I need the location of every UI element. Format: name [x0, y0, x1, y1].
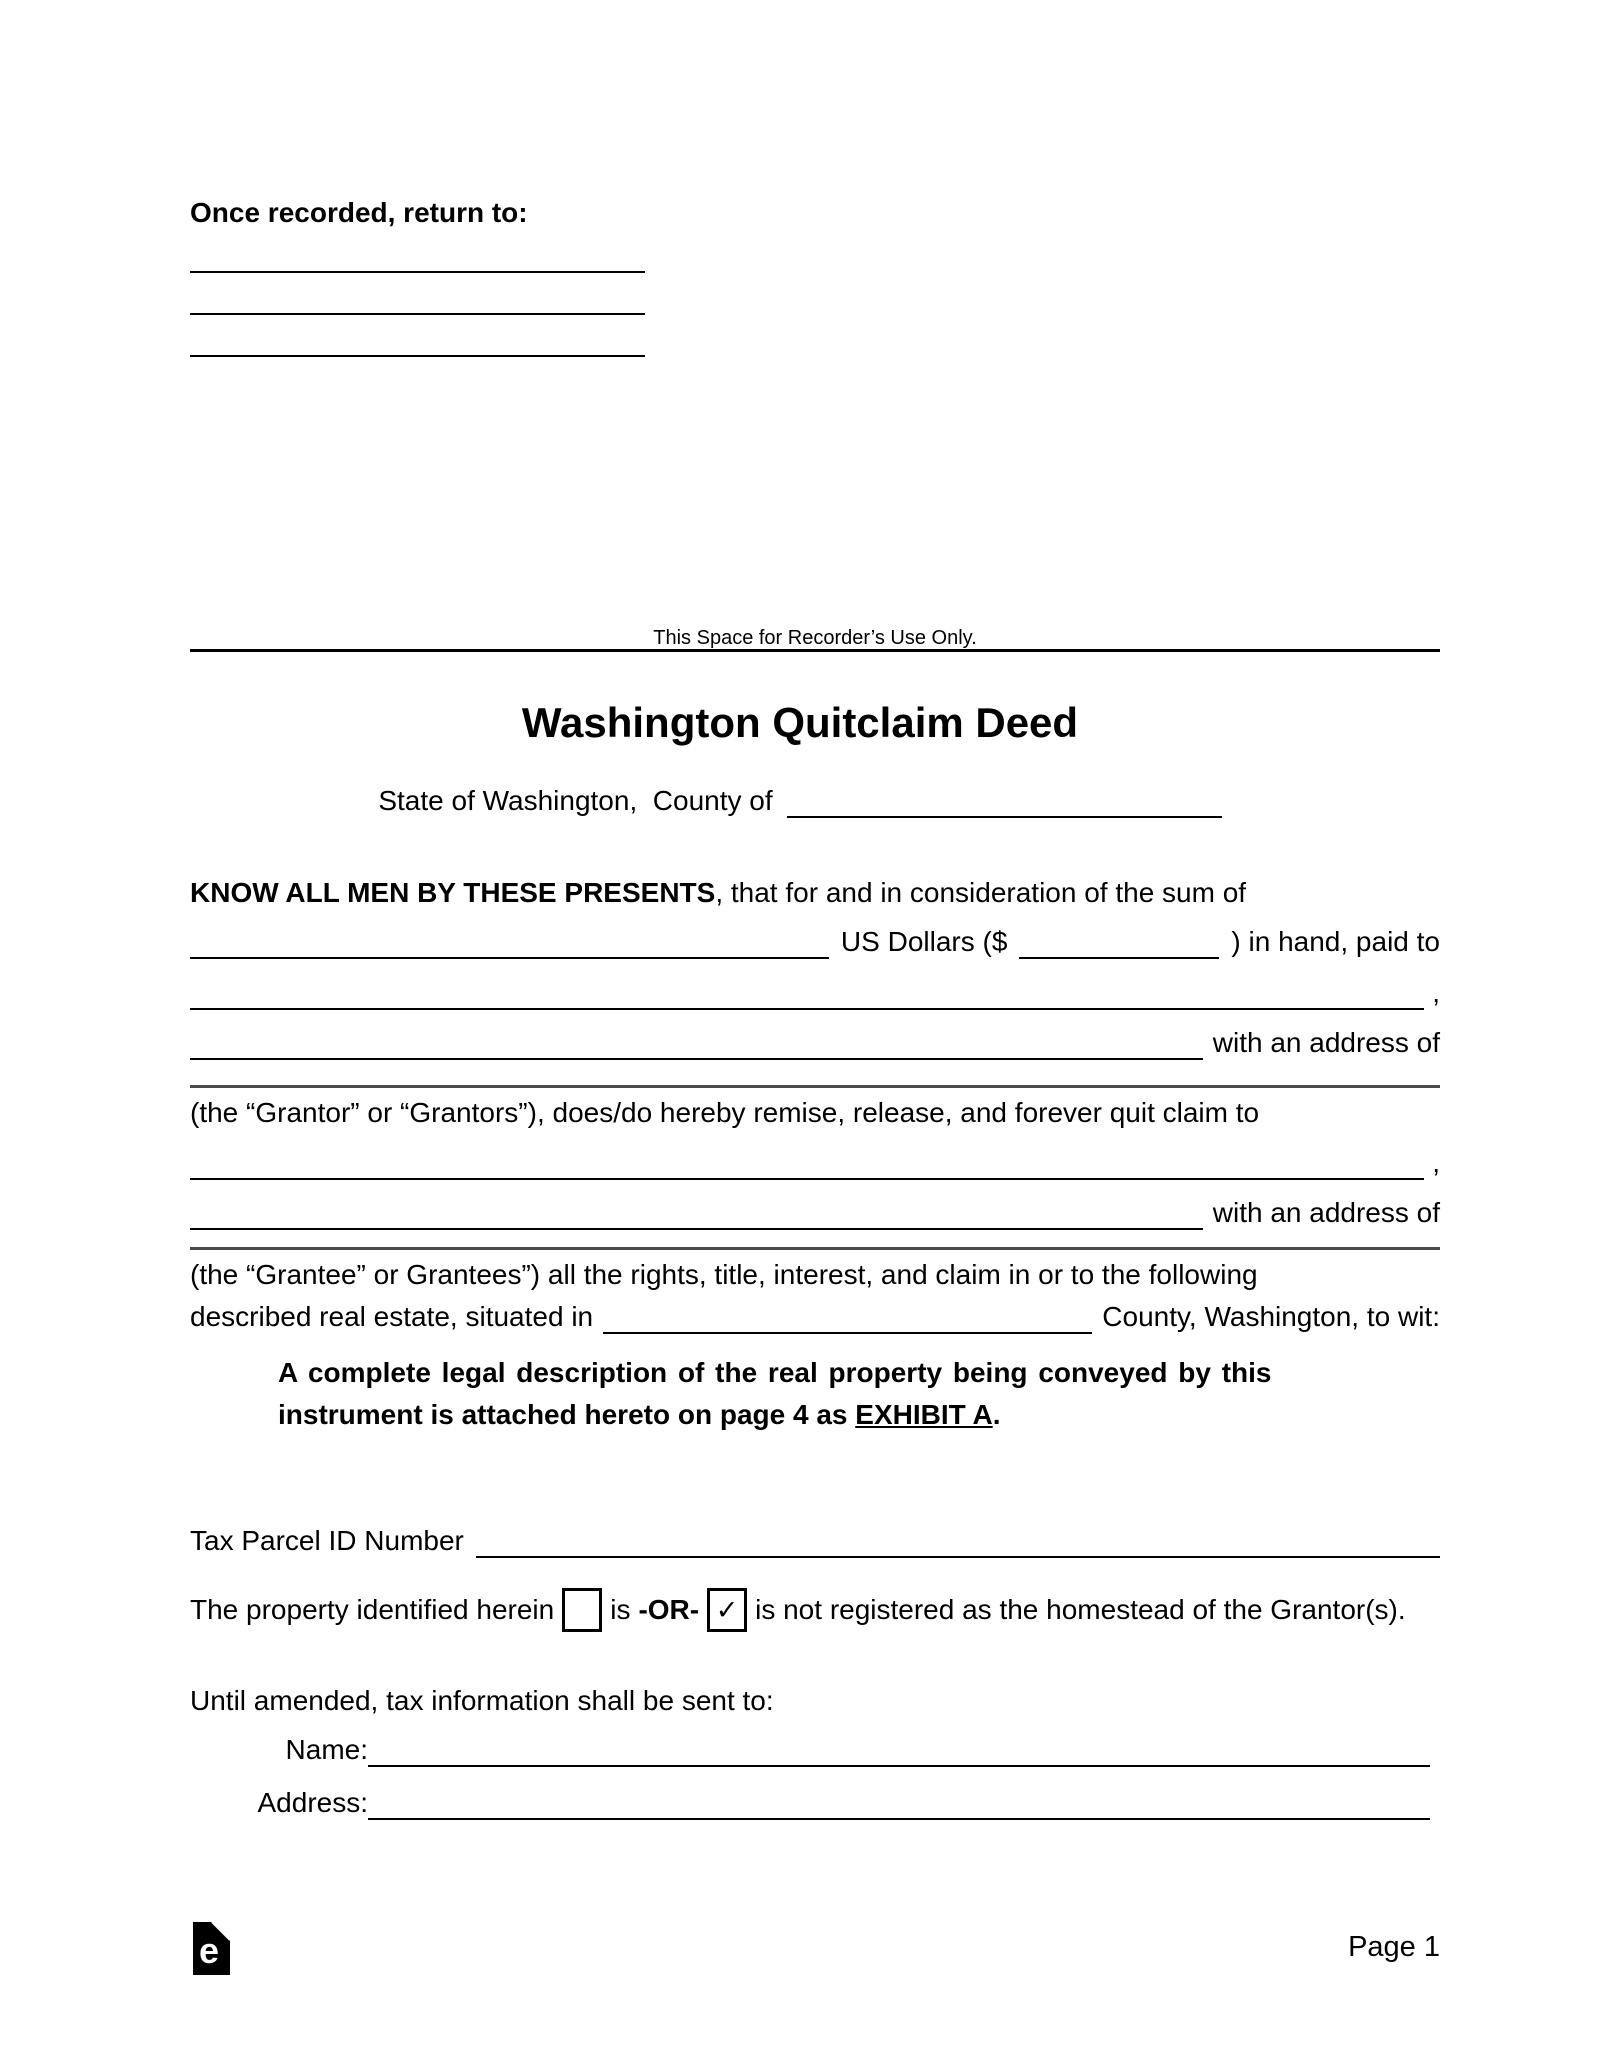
grantee-address-blank-2[interactable]	[190, 1247, 1440, 1250]
grantor-clause: (the “Grantor” or “Grantors”), does/do hereby remise, release, and forever quit claim to	[190, 1097, 1260, 1128]
homestead-prefix: The property identified herein	[190, 1594, 555, 1625]
homestead-is-not-checkbox[interactable]	[707, 1588, 747, 1632]
svg-text:e: e	[198, 1930, 220, 1971]
homestead-suffix: is not registered as the homestead of the Grantor(s).	[755, 1594, 1406, 1625]
grantor-address-blank-2[interactable]	[190, 1085, 1440, 1088]
homestead-row	[190, 1586, 1440, 1634]
recorder-space-divider	[190, 613, 1440, 652]
comma: ,	[1432, 977, 1440, 1008]
tax-info-heading-row	[190, 1684, 1440, 1718]
presents-rest: , that for and in consideration of the sum of	[715, 877, 1247, 908]
tax-parcel-blank[interactable]	[476, 1524, 1440, 1558]
amount-numeric-blank[interactable]	[1019, 925, 1219, 959]
address-blank[interactable]	[368, 1786, 1430, 1820]
exhibit-paragraph	[278, 1352, 1348, 1436]
grantor-address-label: with an address of	[1212, 1027, 1440, 1058]
county-prefix: State of Washington, County of	[378, 785, 773, 816]
eforms-logo-icon	[193, 1922, 230, 1975]
return-address-line-3[interactable]	[190, 355, 645, 357]
grantee-clause: (the “Grantee” or Grantees”) all the rights, title, interest, and claim in or to the following	[190, 1259, 1258, 1290]
tax-parcel-row	[190, 1524, 1440, 1558]
comma-2: ,	[1432, 1147, 1440, 1178]
homestead-is-checkbox[interactable]	[562, 1588, 602, 1632]
us-dollars-label: US Dollars ($	[840, 926, 1008, 957]
exhibit-a-link: EXHIBIT A	[855, 1399, 993, 1430]
grantor-name-row	[190, 976, 1440, 1010]
grantee-name-row	[190, 1146, 1440, 1180]
name-blank[interactable]	[368, 1733, 1430, 1767]
tax-parcel-label: Tax Parcel ID Number	[190, 1525, 464, 1556]
situated-prefix: described real estate, situated in	[190, 1301, 594, 1332]
tax-info-address-row	[190, 1786, 1430, 1820]
is-label: is	[610, 1594, 631, 1625]
exhibit-period: .	[992, 1399, 1001, 1430]
in-hand-label: ) in hand, paid to	[1231, 926, 1440, 957]
amount-words-blank[interactable]	[190, 925, 829, 959]
address-label: Address:	[257, 1787, 368, 1818]
county-row	[0, 784, 1600, 818]
exhibit-line-2	[278, 1394, 1348, 1436]
situated-county-blank[interactable]	[603, 1300, 1092, 1334]
grantor-name-blank[interactable]	[190, 976, 1424, 1010]
exhibit-line-2-prefix: instrument is attached hereto on page 4 as	[278, 1399, 856, 1430]
page-title: Washington Quitclaim Deed	[521, 699, 1079, 746]
tax-info-name-row	[190, 1733, 1430, 1767]
grantee-address-blank[interactable]	[190, 1196, 1203, 1230]
amount-row	[190, 925, 1440, 959]
grantor-address-blank[interactable]	[190, 1026, 1203, 1060]
exhibit-line-1: A complete legal description of the real property being conveyed by this	[278, 1357, 1272, 1388]
return-address-line-1[interactable]	[190, 271, 645, 273]
presents-row	[190, 876, 1440, 910]
grantee-name-blank[interactable]	[190, 1146, 1424, 1180]
page-number: Page 1	[1348, 1931, 1440, 1963]
grantor-address-row	[190, 1026, 1440, 1060]
county-blank[interactable]	[787, 784, 1222, 818]
grantee-clause-row	[190, 1258, 1440, 1292]
situated-row	[190, 1300, 1440, 1334]
return-to-label: Once recorded, return to:	[190, 197, 528, 228]
recorder-note: This Space for Recorder’s Use Only.	[653, 627, 977, 649]
grantee-address-row	[190, 1196, 1440, 1230]
return-address-line-2[interactable]	[190, 313, 645, 315]
grantee-address-label: with an address of	[1212, 1197, 1440, 1228]
name-label: Name:	[285, 1734, 368, 1765]
tax-info-heading: Until amended, tax information shall be sent to:	[190, 1685, 774, 1716]
grantor-clause-row	[190, 1096, 1440, 1130]
presents-bold: KNOW ALL MEN BY THESE PRESENTS	[190, 877, 716, 908]
or-label: -OR-	[638, 1594, 700, 1625]
checkmark-icon: ✓	[715, 1594, 739, 1625]
situated-suffix: County, Washington, to wit:	[1102, 1301, 1440, 1332]
